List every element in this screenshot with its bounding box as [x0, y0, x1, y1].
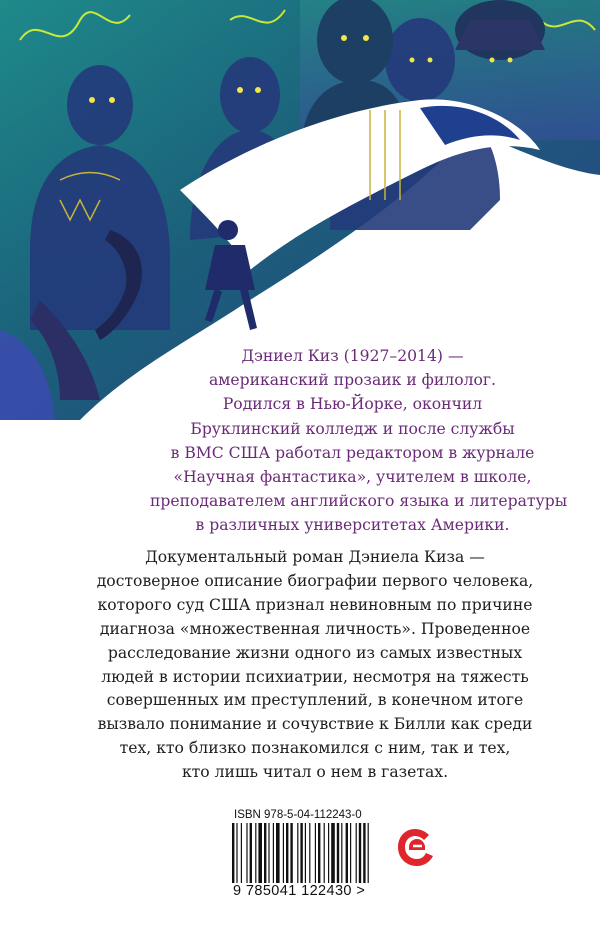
bio-line: Родился в Нью-Йорке, окончил — [222, 395, 483, 414]
description-line: расследование жизни одного из самых известных — [107, 643, 523, 662]
description-line: кто лишь читал о нем в газетах. — [181, 763, 449, 782]
book-description — [60, 546, 570, 785]
description-line: совершенных им преступлений, в конечном итоге — [106, 691, 524, 710]
barcode-digits: 9 785041 122430 > — [233, 883, 366, 899]
description-line: достоверное описание биографии первого человека, — [96, 571, 534, 590]
bio-line: «Научная фантастика», учителем в школе, — [173, 468, 532, 487]
description-line: тех, кто близко познакомился с ним, так и тех, — [119, 739, 511, 758]
description-line: которого суд США признал невиновным по причине — [97, 595, 533, 614]
bio-line: Дэниел Киз (1927–2014) — — [241, 347, 464, 365]
description-line: диагноза «множественная личность». Проведенное — [99, 619, 531, 638]
author-biography — [150, 344, 568, 538]
bio-line: преподавателем английского языка и литературы — [150, 492, 568, 511]
eksmo-logo-icon — [395, 826, 439, 870]
barcode-icon — [230, 823, 395, 883]
description-line: Документальный роман Дэниела Киза — — [145, 548, 485, 566]
bio-line: Бруклинский колледж и после службы — [190, 419, 515, 438]
bio-line: американский прозаик и филолог. — [208, 371, 496, 390]
bio-line: в различных университетах Америки. — [195, 516, 510, 535]
isbn-label: ISBN 978-5-04-112243-0 — [234, 809, 362, 821]
bio-line: в ВМС США работал редактором в журнале — [170, 443, 535, 462]
description-line: вызвало понимание и сочувствие к Билли как среди — [97, 715, 533, 734]
description-line: людей в истории психиатрии, несмотря на тяжесть — [101, 667, 529, 686]
